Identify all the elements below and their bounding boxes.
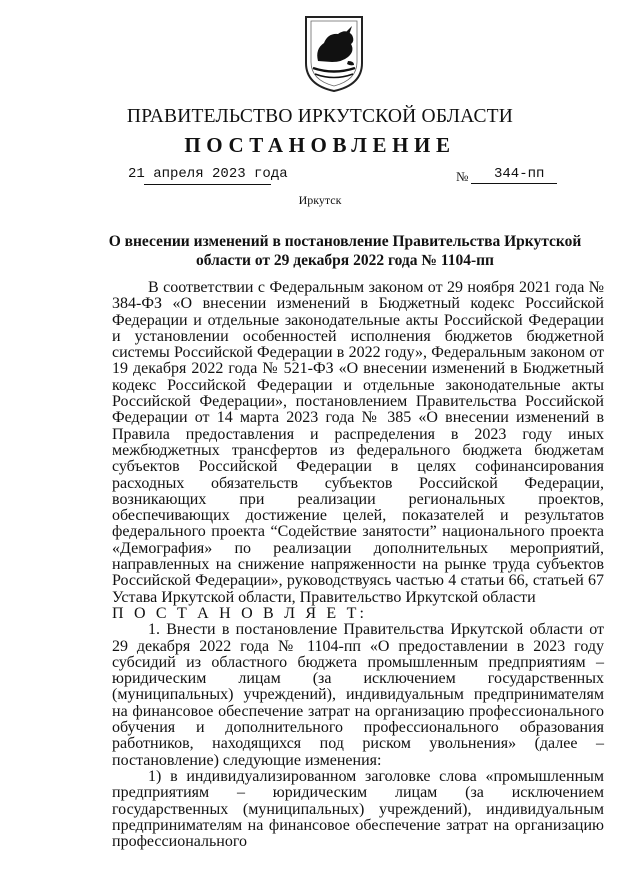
number-label: № [456, 169, 469, 184]
subitem-1-paragraph: 1) в индивидуализированном заголовке слова «промышленным предприятиям – юридическим лицам (за исключением государственных (муниципальных) учреждений), индивидуальным предпринимателям на финансовое обеспечение затрат на организацию профессионального [112, 767, 604, 851]
date-underline [144, 184, 271, 185]
document-date: 21 апреля 2023 года [128, 166, 288, 182]
document-number: 344-пп [494, 166, 545, 182]
document-body [112, 280, 604, 850]
preamble-paragraph: В соответствии с Федеральным законом от 29 ноября 2021 года № 384-ФЗ «О внесении изменений в Бюджетный кодекс Российской Федерации и отдельные законодательные акты Российской Федерации и установлении особенностей исполнения бюджетов бюджетной системы Российской Федерации в 2022 году», Федеральным законом от 19 декабря 2022 года № 521-ФЗ «О внесении изменений в Бюджетный кодекс Российской Федерации и отдельные законодательные акты Российской Федерации», постановлением Правительства Российской Федерации от 14 марта 2023 года № 385 «О внесении изменений в Правила предоставления и распределения в 2023 году иных межбюджетных трансфертов из федерального бюджета бюджетам субъектов Российской Федерации в целях софинансирования расходных обязательств субъектов Российской Федерации, возникающих при реализации региональных проектов, обеспечивающих достижение целей, показателей и результатов федерального проекта “Содействие занятости” национального проекта «Демография» по реализации дополнительных мероприятий, направленных на снижение напряженности на рынке труда субъектов Российской Федерации», руководствуясь частью 4 статьи 66, статьей 67 Устава Иркутской области, Правительство Иркутской области [112, 279, 604, 606]
document-title: О внесении изменений в постановление Правительства Иркутской области от 29 декабря 2022 года № 1104-пп [108, 233, 582, 269]
number-underline [471, 183, 557, 184]
document-type: ПОСТАНОВЛЕНИЕ [184, 133, 456, 157]
document-city: Иркутск [298, 193, 342, 207]
item-1-paragraph: 1. Внести в постановление Правительства Иркутской области от 29 декабря 2022 года № 1104-пп «О предоставлении в 2023 году субсидий из областного бюджета промышленным предприятиям – юридическим лицам (за исключением государственных (муниципальных) учреждений), индивидуальным предпринимателям на финансовое обеспечение затрат на организацию профессионального обучения и дополнительного профессионального образования работников, находящихся под риском увольнения» (далее – постановление) следующие изменения: [112, 621, 604, 769]
government-name: ПРАВИТЕЛЬСТВО ИРКУТСКОЙ ОБЛАСТИ [126, 106, 514, 127]
decree-word: П О С Т А Н О В Л Я Е Т: [112, 604, 368, 622]
irkutsk-coat-of-arms-emblem [302, 11, 366, 93]
